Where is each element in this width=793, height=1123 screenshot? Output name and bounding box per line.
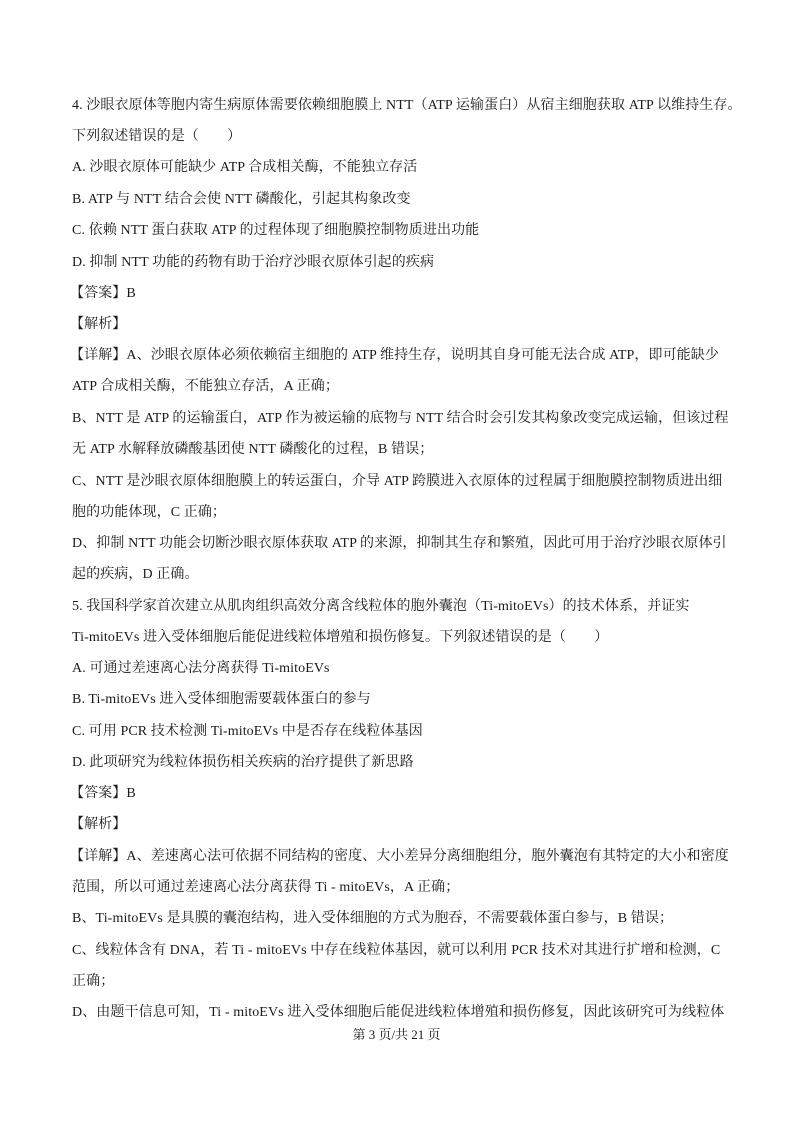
q5-option-c: C. 可用 PCR 技术检测 Ti-mitoEVs 中是否存在线粒体基因 bbox=[72, 724, 423, 739]
q4-explain-line-8: 起的疾病，D 正确。 bbox=[72, 567, 199, 582]
q4-stem-line-2: 下列叙述错误的是（ ） bbox=[72, 129, 242, 144]
q4-answer: 【答案】B bbox=[70, 286, 136, 301]
q5-option-d: D. 此项研究为线粒体损伤相关疾病的治疗提供了新思路 bbox=[72, 755, 414, 770]
q5-explain-line-5: 正确； bbox=[72, 974, 115, 989]
q5-option-b: B. Ti-mitoEVs 进入受体细胞需要载体蛋白的参与 bbox=[72, 692, 371, 707]
q5-analysis-label: 【解析】 bbox=[70, 817, 127, 832]
q4-option-a: A. 沙眼衣原体可能缺少 ATP 合成相关酶，不能独立存活 bbox=[72, 160, 418, 175]
q4-analysis-label: 【解析】 bbox=[70, 317, 127, 332]
q4-explain-line-1: 【详解】A、沙眼衣原体必须依赖宿主细胞的 ATP 维持生存，说明其自身可能无法合成 ATP，即可能缺少 bbox=[70, 348, 719, 363]
q4-explain-line-5: C、NTT 是沙眼衣原体细胞膜上的转运蛋白，介导 ATP 跨膜进入衣原体的过程属于细胞膜控制物质进出细 bbox=[72, 474, 723, 489]
q4-explain-line-4: 无 ATP 水解释放磷酸基团使 NTT 磷酸化的过程，B 错误； bbox=[72, 442, 434, 457]
q4-option-b: B. ATP 与 NTT 结合会使 NTT 磷酸化，引起其构象改变 bbox=[72, 192, 411, 207]
q4-explain-line-6: 胞的功能体现，C 正确； bbox=[72, 505, 227, 520]
q5-explain-line-4: C、线粒体含有 DNA，若 Ti - mitoEVs 中存在线粒体基因，就可以利用 PCR 技术对其进行扩增和检测，C bbox=[72, 943, 721, 958]
q5-stem-line-2: Ti-mitoEVs 进入受体细胞后能促进线粒体增殖和损伤修复。下列叙述错误的是（ ） bbox=[72, 630, 609, 645]
q4-option-c: C. 依赖 NTT 蛋白获取 ATP 的过程体现了细胞膜控制物质进出功能 bbox=[72, 223, 480, 238]
q5-explain-line-2: 范围，所以可通过差速离心法分离获得 Ti - mitoEVs，A 正确； bbox=[72, 880, 460, 895]
q5-explain-line-3: B、Ti-mitoEVs 是具膜的囊泡结构，进入受体细胞的方式为胞吞，不需要载体蛋白参与，B 错误； bbox=[72, 911, 674, 926]
q5-explain-line-1: 【详解】A、差速离心法可依据不同结构的密度、大小差异分离细胞组分，胞外囊泡有其特定的大小和密度 bbox=[70, 849, 729, 864]
q5-answer: 【答案】B bbox=[70, 786, 136, 801]
q4-explain-line-3: B、NTT 是 ATP 的运输蛋白，ATP 作为被运输的底物与 NTT 结合时会引发其构象改变完成运输，但该过程 bbox=[72, 411, 729, 426]
q4-explain-line-7: D、抑制 NTT 功能会切断沙眼衣原体获取 ATP 的来源，抑制其生存和繁殖，因此可用于治疗沙眼衣原体引 bbox=[72, 536, 727, 551]
q4-stem-line-1: 4. 沙眼衣原体等胞内寄生病原体需要依赖细胞膜上 NTT（ATP 运输蛋白）从宿主细胞获取 ATP 以维持生存。 bbox=[72, 98, 742, 113]
q5-explain-line-6: D、由题干信息可知，Ti - mitoEVs 进入受体细胞后能促进线粒体增殖和损伤修复，因此该研究可为线粒体 bbox=[72, 1005, 725, 1020]
q4-explain-line-2: ATP 合成相关酶，不能独立存活，A 正确； bbox=[72, 379, 339, 394]
q5-option-a: A. 可通过差速离心法分离获得 Ti-mitoEVs bbox=[72, 661, 330, 676]
q4-option-d: D. 抑制 NTT 功能的药物有助于治疗沙眼衣原体引起的疾病 bbox=[72, 255, 435, 270]
page-number: 第 3 页/共 21 页 bbox=[352, 1027, 441, 1042]
q5-stem-line-1: 5. 我国科学家首次建立从肌肉组织高效分离含线粒体的胞外囊泡（Ti-mitoEVs）的技术体系，并证实 bbox=[72, 599, 690, 614]
